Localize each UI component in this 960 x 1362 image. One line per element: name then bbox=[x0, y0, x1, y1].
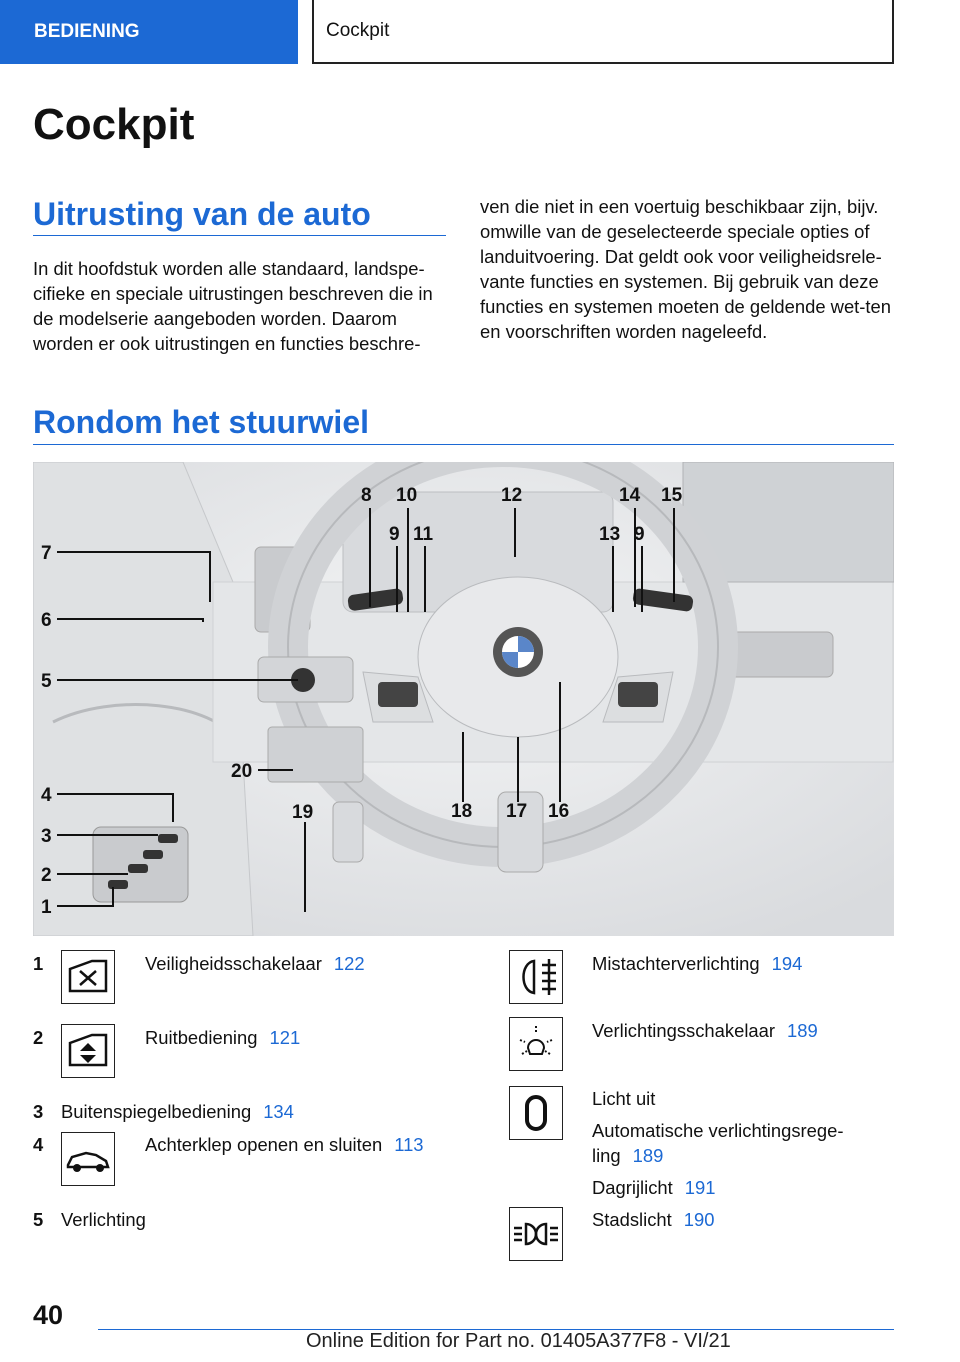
legend-number: 5 bbox=[33, 1209, 44, 1230]
page-ref-link[interactable]: 191 bbox=[684, 1177, 716, 1198]
section-heading-equipment: Uitrusting van de auto bbox=[33, 196, 371, 232]
callout-label: 6 bbox=[41, 610, 52, 631]
legend-label: Buitenspiegelbediening bbox=[61, 1101, 252, 1122]
legend-item bbox=[145, 951, 365, 976]
legend-subitem bbox=[592, 1118, 882, 1168]
heading-rule bbox=[33, 235, 446, 236]
legend-label: Automatische verlichtingsrege-ling bbox=[592, 1120, 844, 1166]
heading-rule bbox=[33, 444, 894, 445]
callout-label: 19 bbox=[292, 802, 314, 823]
chapter-label: Cockpit bbox=[312, 0, 894, 64]
power-window-icon bbox=[61, 1024, 115, 1078]
intro-paragraph-col2: ven die niet in een voertuig beschikbaar zijn, bijv. omwille van de geselecteerde speciale opties of landuitvoering. Dat geldt ook voor veiligheidsrele-vante functies en systemen. Bij gebruik van deze functies en systemen moeten de geldende wet-ten en voorschriften worden nageleefd. bbox=[480, 196, 891, 342]
callout-label: 18 bbox=[451, 801, 473, 822]
callout-label: 9 bbox=[389, 524, 400, 545]
legend-subitem bbox=[592, 1175, 715, 1200]
page-ref-link[interactable]: 113 bbox=[394, 1134, 424, 1155]
legend-label: Achterklep openen en sluiten bbox=[145, 1134, 383, 1155]
callout-label: 4 bbox=[41, 785, 52, 806]
legend-number: 4 bbox=[33, 1134, 44, 1155]
callout-label: 14 bbox=[619, 485, 641, 506]
page-ref-link[interactable]: 190 bbox=[683, 1209, 715, 1230]
legend-label: Stadslicht bbox=[592, 1209, 672, 1230]
cockpit-illustration bbox=[33, 462, 894, 936]
lights-off-icon bbox=[509, 1086, 563, 1140]
callout-label: 13 bbox=[599, 524, 621, 545]
legend-item bbox=[592, 951, 802, 976]
footer-edition: Online Edition for Part no. 01405A377F8 - VI/21 bbox=[306, 1330, 731, 1352]
callout-label: 8 bbox=[361, 485, 372, 506]
legend-number: 2 bbox=[33, 1027, 44, 1048]
legend-number: 3 bbox=[33, 1101, 44, 1122]
intro-paragraph-col1: In dit hoofdstuk worden alle standaard, landspe-cifieke en speciale uitrustingen beschreven die in de modelserie aangeboden worden. Daarom worden er ook uitrustingen en functies beschre- bbox=[33, 258, 433, 354]
legend-label: Veiligheidsschakelaar bbox=[145, 953, 322, 974]
rear-fog-light-icon bbox=[509, 950, 563, 1004]
page-title: Cockpit bbox=[33, 100, 195, 149]
legend-number: 1 bbox=[33, 953, 44, 974]
callout-label: 15 bbox=[661, 485, 683, 506]
legend-item bbox=[592, 1018, 818, 1043]
page-ref-link[interactable]: 134 bbox=[263, 1101, 294, 1122]
section-heading-steering: Rondom het stuurwiel bbox=[33, 404, 369, 440]
callout-label: 3 bbox=[41, 826, 52, 847]
callout-label: 12 bbox=[501, 485, 523, 506]
page-ref-link[interactable]: 121 bbox=[269, 1027, 301, 1048]
callout-label: 1 bbox=[41, 897, 52, 918]
section-tab: BEDIENING bbox=[0, 0, 298, 64]
page-ref-link[interactable]: 189 bbox=[786, 1020, 818, 1041]
legend-label: Ruitbediening bbox=[145, 1027, 258, 1048]
callout-label: 11 bbox=[413, 524, 434, 545]
callout-label: 10 bbox=[396, 485, 418, 506]
legend-label: Verlichting bbox=[61, 1209, 146, 1230]
legend-label: Mistachterverlichting bbox=[592, 953, 760, 974]
tailgate-icon bbox=[61, 1132, 115, 1186]
legend-item bbox=[592, 1207, 714, 1232]
legend-item bbox=[145, 1132, 424, 1157]
callout-label: 16 bbox=[548, 801, 570, 822]
page-number: 40 bbox=[33, 1300, 64, 1330]
legend-item: Licht uit bbox=[592, 1088, 656, 1109]
callout-label: 2 bbox=[41, 865, 52, 886]
callout-label: 20 bbox=[231, 761, 253, 782]
window-safety-switch-icon bbox=[61, 950, 115, 1004]
legend-item bbox=[145, 1025, 300, 1050]
page-ref-link[interactable]: 189 bbox=[632, 1145, 664, 1166]
callout-label: 17 bbox=[506, 801, 528, 822]
callout-label: 5 bbox=[41, 671, 52, 692]
light-switch-icon bbox=[509, 1017, 563, 1071]
legend-label: Verlichtingsschakelaar bbox=[592, 1020, 775, 1041]
legend-label: Dagrijlicht bbox=[592, 1177, 673, 1198]
page-ref-link[interactable]: 122 bbox=[333, 953, 365, 974]
callout-label: 7 bbox=[41, 543, 52, 564]
page-ref-link[interactable]: 194 bbox=[771, 953, 803, 974]
callout-label: 9 bbox=[634, 524, 645, 545]
legend-item bbox=[61, 1207, 146, 1232]
parking-light-icon bbox=[509, 1207, 563, 1261]
legend-item bbox=[61, 1099, 294, 1124]
